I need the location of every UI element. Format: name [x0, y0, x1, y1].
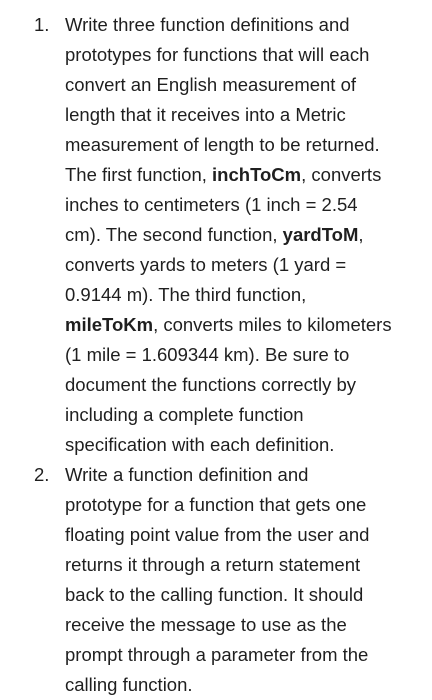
text-segment: length that it receives into a Metric	[65, 104, 346, 125]
text-line	[65, 100, 425, 130]
text-segment: , converts miles to kilometers	[153, 314, 392, 335]
list-item-text	[65, 460, 425, 700]
text-line	[65, 250, 425, 280]
text-segment: back to the calling function. It should	[65, 584, 364, 605]
text-segment: (1 mile = 1.609344 km). Be sure to	[65, 344, 350, 365]
text-line	[65, 580, 425, 610]
text-line	[65, 310, 425, 340]
function-name: mileToKm	[65, 314, 154, 335]
text-segment: cm). The second function,	[65, 224, 283, 245]
function-name: inchToCm	[212, 164, 302, 185]
text-line	[65, 160, 425, 190]
text-segment: , converts	[301, 164, 382, 185]
text-line	[65, 460, 425, 490]
text-line	[65, 340, 425, 370]
text-line	[65, 190, 425, 220]
text-segment: floating point value from the user and	[65, 524, 370, 545]
text-segment: Write three function definitions and	[65, 14, 350, 35]
text-segment: converts yards to meters (1 yard =	[65, 254, 347, 275]
text-segment: calling function.	[65, 674, 193, 695]
text-line	[65, 130, 425, 160]
text-line	[65, 490, 425, 520]
text-segment: convert an English measurement of	[65, 74, 357, 95]
list-item-number: 2.	[34, 464, 50, 485]
text-line	[65, 610, 425, 640]
text-segment: The first function,	[65, 164, 213, 185]
list-item-number: 1.	[34, 14, 50, 35]
text-line	[65, 640, 425, 670]
text-segment: receive the message to use as the	[65, 614, 347, 635]
text-segment: 0.9144 m). The third function,	[65, 284, 307, 305]
text-line	[65, 520, 425, 550]
text-line	[65, 70, 425, 100]
text-segment: returns it through a return statement	[65, 554, 361, 575]
text-segment: including a complete function	[65, 404, 304, 425]
list-item-text	[65, 10, 425, 460]
text-segment: inches to centimeters (1 inch = 2.54	[65, 194, 358, 215]
text-segment: measurement of length to be returned.	[65, 134, 380, 155]
text-line	[65, 220, 425, 250]
text-line	[65, 400, 425, 430]
text-segment: prototype for a function that gets one	[65, 494, 367, 515]
text-segment: prompt through a parameter from the	[65, 644, 369, 665]
text-line	[65, 550, 425, 580]
text-line	[65, 10, 425, 40]
text-segment: ,	[358, 224, 364, 245]
text-line	[65, 40, 425, 70]
text-segment: prototypes for functions that will each	[65, 44, 370, 65]
text-line	[65, 670, 425, 700]
text-line	[65, 430, 425, 460]
text-segment: document the functions correctly by	[65, 374, 357, 395]
function-name: yardToM	[282, 224, 359, 245]
text-segment: Write a function definition and	[65, 464, 309, 485]
text-line	[65, 280, 425, 310]
text-line	[65, 370, 425, 400]
text-segment: specification with each definition.	[65, 434, 335, 455]
